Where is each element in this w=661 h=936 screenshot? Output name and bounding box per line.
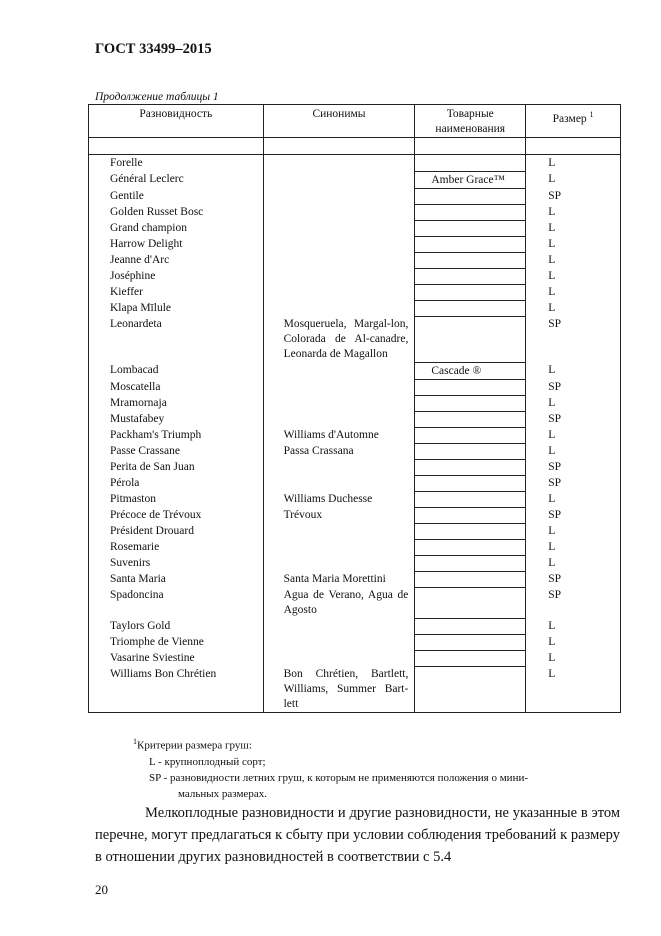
table-row [89,188,621,204]
size-cell: L [526,555,621,571]
size-cell: L [526,204,621,220]
variety-cell: Leonardeta [89,316,264,362]
trade-name-cell [415,155,526,172]
synonyms-cell [263,379,415,395]
variety-cell: Pérola [89,475,264,491]
variety-cell: Mramornaja [89,395,264,411]
synonyms-cell: Agua de Verano, Agua de Agosto [263,587,415,618]
synonyms-cell [263,411,415,427]
size-cell: SP [526,507,621,523]
table-row [89,539,621,555]
trade-name-cell [415,188,526,204]
size-cell: SP [526,571,621,587]
synonyms-cell [263,155,415,172]
synonyms-cell [263,650,415,666]
synonyms-cell [263,300,415,316]
variety-cell: Passe Crassane [89,443,264,459]
synonyms-cell: Williams d'Automne [263,427,415,443]
synonyms-cell [263,539,415,555]
table-row [89,523,621,539]
trade-name-cell [415,204,526,220]
table-row [89,666,621,713]
size-cell: L [526,155,621,172]
table-row [89,395,621,411]
table-row [89,555,621,571]
size-cell: L [526,362,621,379]
synonyms-cell [263,634,415,650]
synonyms-cell [263,171,415,188]
table-row [89,236,621,252]
table-row [89,634,621,650]
trade-name-cell [415,411,526,427]
size-cell: SP [526,587,621,618]
variety-cell: Grand champion [89,220,264,236]
size-cell: L [526,427,621,443]
variety-cell: Forelle [89,155,264,172]
size-cell: L [526,171,621,188]
variety-cell: Klapa Mīlule [89,300,264,316]
footnote-l-definition: L - крупноплодный сорт; [149,755,266,768]
footnote-title: Критерии размера груш: [137,739,252,752]
variety-cell: Triomphe de Vienne [89,634,264,650]
trade-name-cell [415,555,526,571]
size-cell: SP [526,316,621,362]
synonyms-cell [263,284,415,300]
variety-cell: Vasarine Sviestine [89,650,264,666]
column-header-trade-names: Товарные наименования [415,105,526,138]
size-cell: L [526,634,621,650]
synonyms-cell: Mosqueruela, Margal-lon, Colorada de Al-canadre, Leonarda de Magallon [263,316,415,362]
trade-name-cell [415,395,526,411]
variety-cell: Taylors Gold [89,618,264,634]
size-cell: L [526,300,621,316]
variety-cell: Suvenirs [89,555,264,571]
size-cell: L [526,666,621,713]
table-row [89,171,621,188]
table-row [89,618,621,634]
table-row [89,650,621,666]
table-row [89,284,621,300]
footnote-sp-definition: SP - разновидности летних груш, к которым не применяются положения о мини- [149,771,529,784]
variety-cell: Santa Maria [89,571,264,587]
variety-cell: Golden Russet Bosc [89,204,264,220]
synonyms-cell [263,395,415,411]
synonyms-cell [263,555,415,571]
body-paragraph: Мелкоплодные разновидности и другие разновидности, не указанные в этом перечне, могут предлагаться к сбыту при условии соблюдения требований к размеру в отношении других разновидностей в соответствии с 5.4 [95,805,620,865]
table-row [89,204,621,220]
size-cell: SP [526,188,621,204]
table-row [89,491,621,507]
variety-cell: Perita de San Juan [89,459,264,475]
size-cell: L [526,220,621,236]
synonyms-cell [263,362,415,379]
synonyms-cell [263,475,415,491]
table-cell [263,138,415,155]
synonyms-cell [263,188,415,204]
table-row [89,587,621,618]
trade-name-cell [415,268,526,284]
trade-name-cell [415,459,526,475]
trade-name-cell [415,379,526,395]
synonyms-cell: Santa Maria Morettini [263,571,415,587]
size-cell: L [526,395,621,411]
table-row [89,411,621,427]
size-cell: L [526,539,621,555]
trade-name-cell [415,666,526,713]
synonyms-cell [263,252,415,268]
table-caption: Продолжение таблицы 1 [95,91,219,103]
table-row [89,362,621,379]
size-header-label: Размер [552,112,587,125]
table-header-row [89,105,621,138]
table-row [89,571,621,587]
synonyms-cell [263,268,415,284]
synonyms-cell [263,523,415,539]
table-blank-row [89,138,621,155]
trade-name-cell [415,220,526,236]
variety-cell: Précoce de Trévoux [89,507,264,523]
footnote-title-line [133,734,618,754]
trade-name-cell [415,252,526,268]
synonyms-cell [263,618,415,634]
trade-name-cell [415,571,526,587]
table-row [89,220,621,236]
variety-cell: Harrow Delight [89,236,264,252]
footnote-marker: 1 [133,737,137,746]
trade-name-cell [415,539,526,555]
size-cell: L [526,618,621,634]
trade-name-cell [415,427,526,443]
size-cell: SP [526,475,621,491]
table-row [89,268,621,284]
column-header-variety: Разновидность [89,105,264,138]
document-header: ГОСТ 33499–2015 [95,41,212,57]
column-header-size [526,105,621,138]
size-footnote-marker: 1 [589,110,594,119]
trade-name-cell [415,284,526,300]
table-row [89,252,621,268]
size-cell: L [526,252,621,268]
table-cell [526,138,621,155]
trade-name-cell [415,507,526,523]
size-cell: L [526,491,621,507]
trade-name-cell [415,523,526,539]
table-row [89,475,621,491]
variety-cell: Packham's Triumph [89,427,264,443]
footnote-sp-continuation: мальных размерах. [178,787,267,800]
size-cell: SP [526,459,621,475]
variety-cell: Gentile [89,188,264,204]
synonyms-cell [263,459,415,475]
variety-cell: Williams Bon Chrétien [89,666,264,713]
synonyms-cell [263,236,415,252]
table-cell [89,138,264,155]
trade-name-cell: Cascade ® [415,362,526,379]
size-cell: L [526,523,621,539]
trade-name-cell: Amber Grace™ [415,171,526,188]
trade-name-cell [415,316,526,362]
table-row [89,300,621,316]
size-cell: L [526,236,621,252]
trade-name-cell [415,443,526,459]
table-row [89,427,621,443]
variety-cell: Joséphine [89,268,264,284]
trade-name-cell [415,650,526,666]
trade-name-cell [415,475,526,491]
table-row [89,443,621,459]
trade-name-cell [415,587,526,618]
table-row [89,155,621,172]
column-header-synonyms: Синонимы [263,105,415,138]
size-cell: L [526,268,621,284]
trade-name-cell [415,236,526,252]
synonyms-cell: Williams Duchesse [263,491,415,507]
synonyms-cell: Bon Chrétien, Bartlett, Williams, Summer Bart-lett [263,666,415,713]
table-row [89,379,621,395]
table-body [89,138,621,713]
variety-cell: Lombacad [89,362,264,379]
synonyms-cell [263,204,415,220]
variety-cell: Spadoncina [89,587,264,618]
trade-name-cell [415,491,526,507]
variety-cell: Jeanne d'Arc [89,252,264,268]
variety-cell: Mustafabey [89,411,264,427]
variety-cell: Général Leclerc [89,171,264,188]
size-cell: L [526,284,621,300]
varieties-table [88,104,621,713]
trade-name-cell [415,618,526,634]
variety-cell: Rosemarie [89,539,264,555]
variety-cell: Moscatella [89,379,264,395]
table-cell [415,138,526,155]
variety-cell: Pitmaston [89,491,264,507]
trade-name-cell [415,300,526,316]
table-row [89,459,621,475]
page-number: 20 [95,882,108,897]
trade-name-cell [415,634,526,650]
size-cell: SP [526,379,621,395]
size-cell: SP [526,411,621,427]
size-cell: L [526,443,621,459]
synonyms-cell: Trévoux [263,507,415,523]
variety-cell: Président Drouard [89,523,264,539]
table-row [89,316,621,362]
footnotes [133,734,618,802]
table-row [89,507,621,523]
synonyms-cell [263,220,415,236]
synonyms-cell: Passa Crassana [263,443,415,459]
variety-cell: Kieffer [89,284,264,300]
size-cell: L [526,650,621,666]
